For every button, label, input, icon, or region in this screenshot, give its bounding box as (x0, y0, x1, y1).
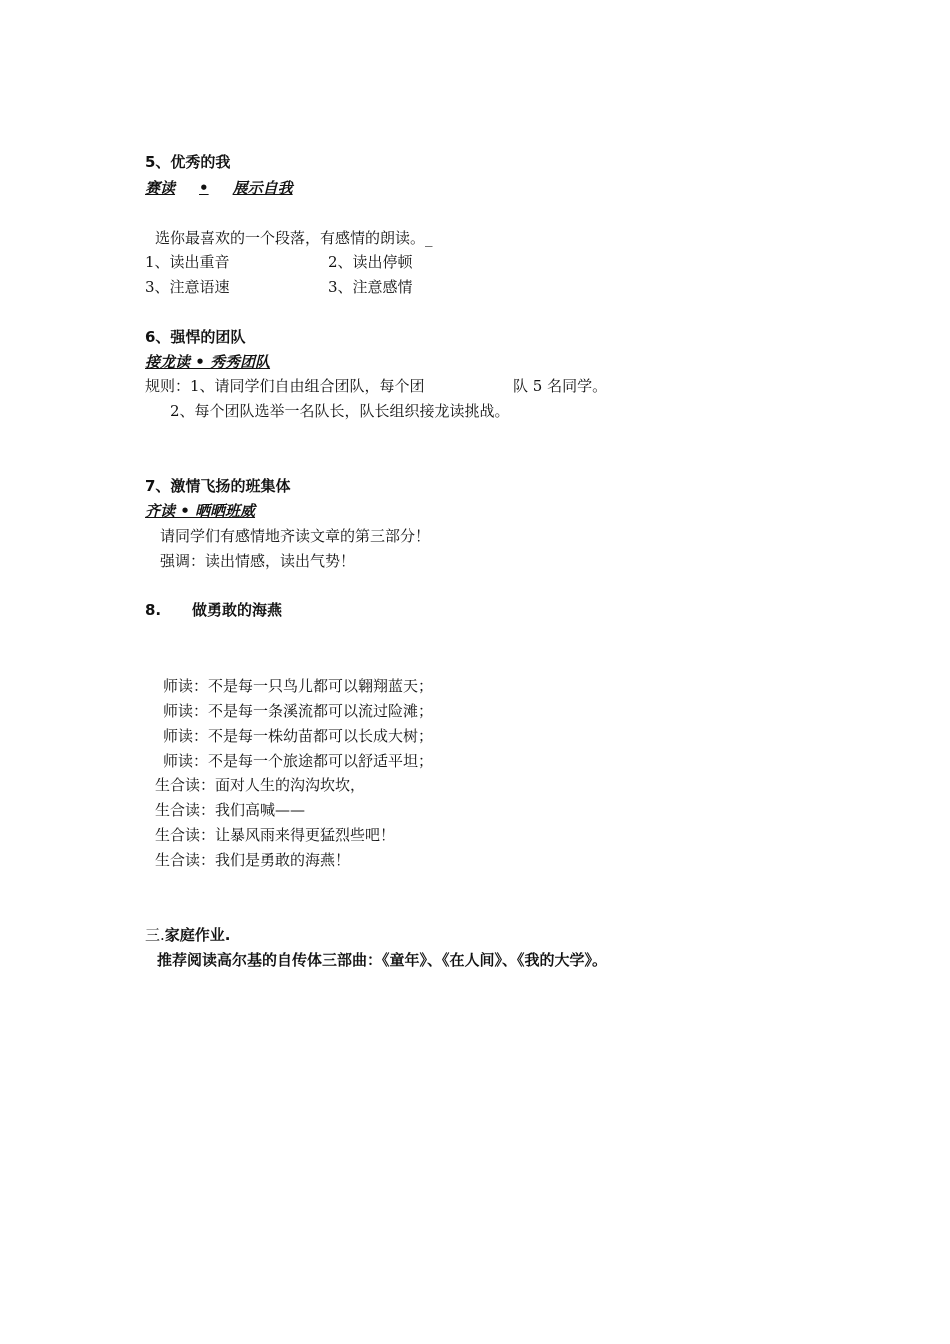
section-6-rule-1 (145, 376, 625, 396)
teacher-line: 师读：不是每一只鸟儿都可以翱翔蓝天； (163, 677, 434, 695)
item-3: 3、注意语速 (145, 278, 230, 296)
teacher-line: 师读：不是每一株幼苗都可以长成大树； (163, 727, 434, 745)
student-line: 生合读：让暴风雨来得更猛烈些吧！ (155, 826, 396, 844)
student-line: 生合读：我们是勇敢的海燕！ (155, 851, 351, 869)
section-5-subtitle (145, 178, 293, 198)
teacher-line: 师读：不是每一个旅途都可以舒适平坦； (163, 752, 434, 770)
homework-prefix: 三. (145, 926, 165, 944)
subtitle-right: 展示自我 (232, 179, 293, 197)
student-line: 生合读：我们高喊—— (155, 801, 306, 819)
homework-heading (145, 925, 230, 945)
teacher-line: 师读：不是每一条溪流都可以流过险滩； (163, 702, 434, 720)
item-4: 3、注意感情 (328, 278, 413, 296)
section-7-line-1: 请同学们有感情地齐读文章的第三部分！ (160, 527, 431, 545)
section-7-line-2: 强调：读出情感，读出气势！ (160, 552, 356, 570)
section-6-rule-2: 2、每个团队选举一名队长，队长组织接龙读挑战。 (170, 402, 510, 420)
subtitle-left: 赛读 (145, 179, 176, 197)
section-8-heading (145, 600, 445, 620)
section-5-title: 5、优秀的我 (145, 153, 231, 171)
section-7-title: 7、激情飞扬的班集体 (145, 477, 291, 495)
section-6-title: 6、强悍的团队 (145, 328, 246, 346)
section-5-row-1 (145, 252, 545, 272)
homework-title: 家庭作业. (164, 926, 231, 944)
rule-1-part-a: 规则：1、请同学们自由组合团队，每个团 (145, 377, 425, 395)
section-6-subtitle: 接龙读 • 秀秀团队 (145, 353, 271, 371)
section-8-title: 做勇敢的海燕 (192, 601, 283, 619)
item-1: 1、读出重音 (145, 253, 230, 271)
subtitle-dot: • (199, 179, 209, 197)
section-5-row-2 (145, 277, 545, 297)
section-8-number: 8. (145, 601, 162, 619)
item-2: 2、读出停顿 (328, 253, 413, 271)
rule-1-part-b: 队 5 名同学。 (513, 377, 608, 395)
homework-line: 推荐阅读高尔基的自传体三部曲：《童年》、《在人间》、《我的大学》。 (157, 951, 608, 969)
student-line: 生合读：面对人生的沟沟坎坎， (155, 776, 366, 794)
section-7-subtitle: 齐读 • 晒晒班威 (145, 502, 256, 520)
section-5-intro: 选你最喜欢的一个段落，有感情的朗读。_ (155, 229, 433, 247)
